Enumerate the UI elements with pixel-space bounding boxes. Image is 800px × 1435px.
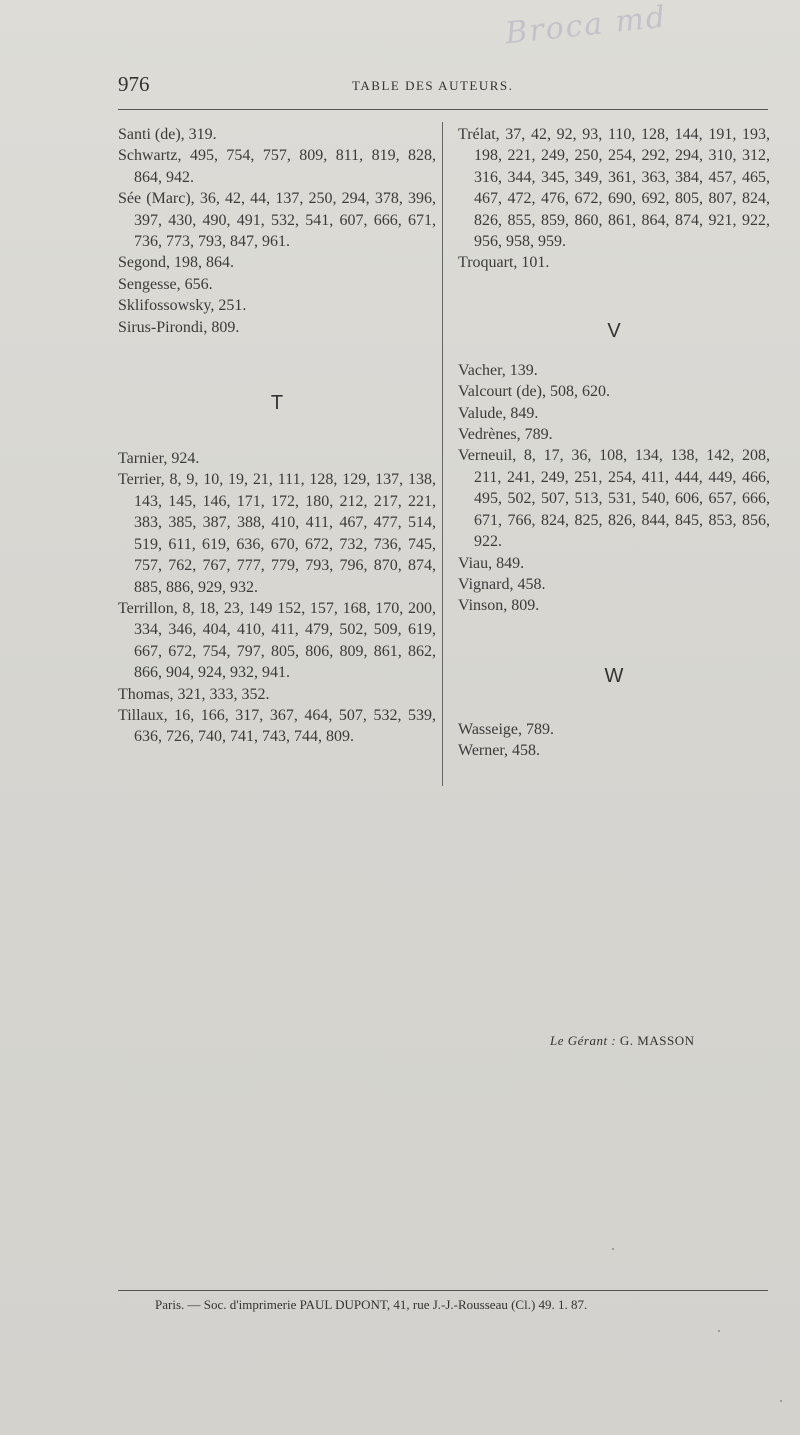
handwritten-annotation: Broca md bbox=[503, 0, 669, 52]
index-entry: Tarnier, 924. bbox=[118, 450, 200, 468]
index-entry: Trélat, 37, 42, 92, 93, 110, 128, 144, 191, 193, 198, 221, 249, 250, 254, 292, 294, 310, 312, 316, 344, 345, 349, 361, 363, 384, 457, 465, 467, 472, 476, 672, 690, 692, 805, 807, 824, 826, 855, 859, 860, 861, 864, 874, 921, 922, 956, 958, 959. bbox=[458, 126, 770, 251]
index-entry: Werner, 458. bbox=[458, 742, 541, 760]
left-column bbox=[118, 124, 436, 748]
index-entry: Sirus-Pirondi, 809. bbox=[118, 318, 240, 336]
index-entry: Vacher, 139. bbox=[458, 361, 538, 379]
section-letter-v: V bbox=[607, 319, 621, 342]
column-divider bbox=[442, 122, 443, 786]
printer-imprint: Paris. — Soc. d'imprimerie PAUL DUPONT, 41, rue J.-J.-Rousseau (Cl.) 49. 1. 87. bbox=[155, 1297, 588, 1312]
index-entry: Schwartz, 495, 754, 757, 809, 811, 819, 828, 864, 942. bbox=[118, 147, 436, 186]
index-entry: Terrillon, 8, 18, 23, 149 152, 157, 168, 170, 200, 334, 346, 404, 410, 411, 479, 502, 509, 619, 667, 672, 754, 797, 805, 806, 809, 861, 862, 866, 904, 924, 932, 941. bbox=[118, 599, 436, 682]
index-entry: Santi (de), 319. bbox=[118, 126, 217, 143]
page-number: 976 bbox=[118, 72, 150, 96]
index-entry: Tillaux, 16, 166, 317, 367, 464, 507, 532, 539, 636, 726, 740, 741, 743, 744, 809. bbox=[118, 706, 436, 746]
section-letter-t: T bbox=[270, 392, 284, 415]
header-rule bbox=[118, 109, 768, 110]
paper-speck bbox=[718, 1330, 720, 1332]
index-entry: Vignard, 458. bbox=[458, 575, 546, 593]
index-entry: Sengesse, 656. bbox=[118, 275, 213, 293]
index-entry: Wasseige, 789. bbox=[458, 720, 555, 738]
right-column bbox=[458, 124, 770, 762]
publisher-signature bbox=[550, 1033, 695, 1049]
index-entry: Sklifossowsky, 251. bbox=[118, 297, 247, 315]
paper-speck bbox=[612, 1248, 614, 1250]
index-entry: Vedrènes, 789. bbox=[458, 426, 553, 444]
signature-role: Le Gérant : bbox=[550, 1033, 617, 1048]
index-entry: Terrier, 8, 9, 10, 19, 21, 111, 128, 129, 137, 138, 143, 145, 146, 171, 172, 180, 212, 217, 221, 383, 385, 387, 388, 410, 411, 467, 477, 514, 519, 611, 619, 636, 670, 672, 732, 736, 745, 757, 762, 767, 777, 779, 793, 796, 870, 874, 885, 886, 929, 932. bbox=[118, 471, 436, 596]
index-entry: Sée (Marc), 36, 42, 44, 137, 250, 294, 378, 396, 397, 430, 490, 491, 532, 541, 607, 666, 671, 736, 773, 793, 847, 961. bbox=[118, 190, 436, 251]
index-entry: Valcourt (de), 508, 620. bbox=[458, 383, 610, 401]
index-entry: Viau, 849. bbox=[458, 554, 525, 572]
signature-name: G. MASSON bbox=[619, 1033, 695, 1048]
section-letter-w: W bbox=[604, 664, 624, 687]
footer-rule bbox=[118, 1290, 768, 1291]
running-head: TABLE DES AUTEURS. bbox=[352, 78, 514, 93]
index-entry: Vinson, 809. bbox=[458, 597, 540, 615]
index-entry: Thomas, 321, 333, 352. bbox=[118, 685, 270, 703]
index-entry: Troquart, 101. bbox=[458, 254, 550, 272]
index-entry: Verneuil, 8, 17, 36, 108, 134, 138, 142, 208, 211, 241, 249, 251, 254, 411, 444, 449, 466, 495, 502, 507, 513, 531, 540, 606, 657, 666, 671, 766, 824, 825, 826, 844, 845, 853, 856, 922. bbox=[458, 447, 770, 551]
index-entry: Valude, 849. bbox=[458, 404, 539, 422]
paper-speck bbox=[780, 1400, 782, 1402]
index-entry: Segond, 198, 864. bbox=[118, 254, 234, 272]
